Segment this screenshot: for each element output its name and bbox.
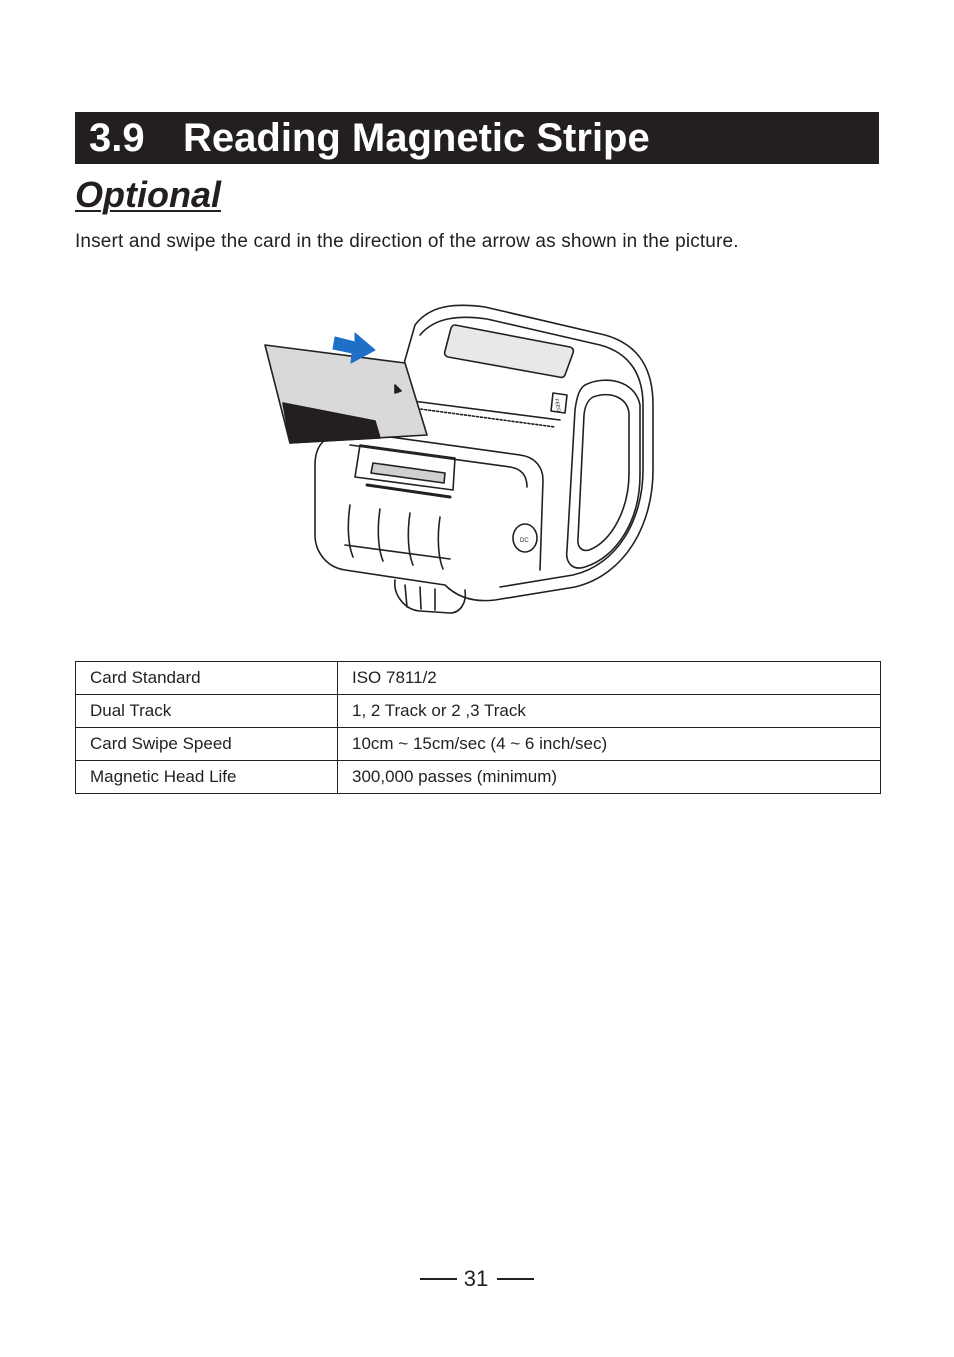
intro-paragraph: Insert and swipe the card in the direction of the arrow as shown in the picture. xyxy=(75,231,739,252)
printer-card-swipe-illustration xyxy=(255,295,665,620)
table-row xyxy=(76,761,881,794)
spec-label: Dual Track xyxy=(76,695,338,728)
table-row xyxy=(76,662,881,695)
spec-value: 300,000 passes (minimum) xyxy=(338,761,881,794)
magnetic-stripe-spec-table xyxy=(75,661,881,794)
printer-display-window xyxy=(445,325,574,377)
spec-value: ISO 7811/2 xyxy=(338,662,881,695)
table-row xyxy=(76,695,881,728)
spec-label: Card Standard xyxy=(76,662,338,695)
section-number: 3.9 xyxy=(89,116,145,160)
spec-label: Magnetic Head Life xyxy=(76,761,338,794)
section-title: Reading Magnetic Stripe xyxy=(183,116,650,160)
table-row xyxy=(76,728,881,761)
feed-label: FEED xyxy=(553,398,562,413)
optional-subtitle: Optional xyxy=(75,174,221,215)
spec-value: 1, 2 Track or 2 ,3 Track xyxy=(338,695,881,728)
page-number-text: 31 xyxy=(463,1266,489,1291)
magnetic-card xyxy=(265,345,427,443)
page-number-rule-right xyxy=(497,1278,534,1280)
page-number-rule-left xyxy=(420,1278,457,1280)
dc-label: DC xyxy=(520,538,529,544)
spec-value: 10cm ~ 15cm/sec (4 ~ 6 inch/sec) xyxy=(338,728,881,761)
spec-label: Card Swipe Speed xyxy=(76,728,338,761)
section-heading-bar xyxy=(75,112,879,164)
page-number xyxy=(418,1262,534,1296)
